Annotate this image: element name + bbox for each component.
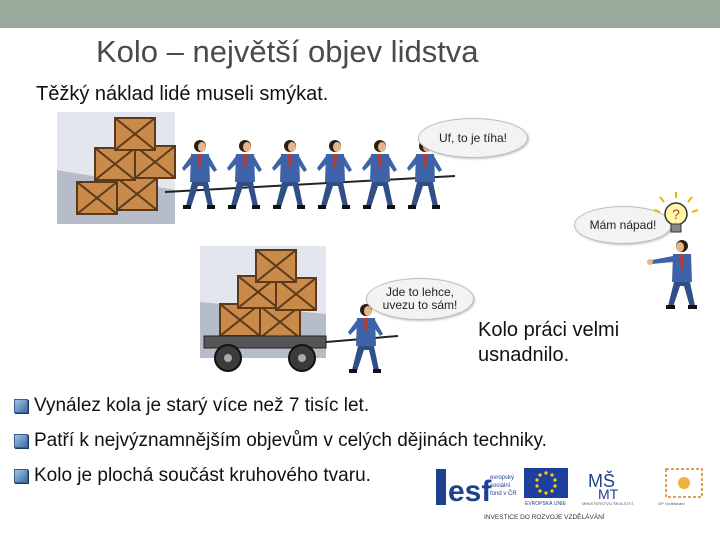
worker-2 bbox=[227, 140, 262, 209]
conclusion-text bbox=[478, 318, 619, 368]
bullet-item bbox=[14, 388, 547, 423]
esf-logo bbox=[436, 469, 517, 508]
bullet-text: Patří k nejvýznamnějším objevům v celých dějinách techniky. bbox=[34, 429, 547, 451]
worker-1 bbox=[182, 140, 217, 209]
svg-text:MŠ: MŠ bbox=[588, 471, 615, 491]
svg-text:fond v ČR: fond v ČR bbox=[490, 491, 517, 497]
dragging-scene bbox=[55, 110, 455, 230]
worker-4 bbox=[317, 140, 352, 209]
idea-figure bbox=[640, 192, 716, 314]
worker-3 bbox=[272, 140, 307, 209]
slide-title: Kolo – největší objev lidstva bbox=[96, 34, 479, 69]
conclusion-line-2: usnadnilo. bbox=[478, 344, 570, 366]
speech-bubble-uf bbox=[418, 118, 528, 158]
svg-text:MINISTERSTVO ŠKOLSTVÍ,: MINISTERSTVO ŠKOLSTVÍ, bbox=[582, 501, 634, 506]
svg-text:sociální: sociální bbox=[490, 483, 511, 489]
eu-flag-logo bbox=[524, 468, 568, 507]
checkbox-bullet-icon bbox=[14, 434, 28, 448]
funding-logos bbox=[436, 465, 712, 523]
worker-5 bbox=[362, 140, 397, 209]
svg-text:MT: MT bbox=[598, 486, 619, 502]
logos-footer-text: INVESTICE DO ROZVOJE VZDĚLÁVÁNÍ bbox=[484, 514, 605, 521]
speech-bubble-lehce bbox=[366, 278, 474, 320]
speech-bubble-lehce-line1: Jde to lehce, bbox=[385, 285, 455, 299]
speech-bubble-lehce-line2: uvezu to sám! bbox=[382, 298, 458, 312]
conclusion-line-1: Kolo práci velmi bbox=[478, 319, 620, 341]
svg-text:evropský: evropský bbox=[490, 475, 515, 481]
svg-text:?: ? bbox=[672, 206, 680, 222]
checkbox-bullet-icon bbox=[14, 469, 28, 483]
speech-bubble-napad-text: Mám nápad! bbox=[589, 217, 657, 232]
svg-text:OP Vzdělávání: OP Vzdělávání bbox=[658, 501, 685, 506]
top-bar bbox=[0, 0, 720, 28]
bullet-item bbox=[14, 423, 547, 458]
svg-text:esf: esf bbox=[448, 475, 492, 508]
bullet-text: Kolo je plochá součást kruhového tvaru. bbox=[34, 464, 371, 486]
speech-bubble-uf-text: Uf, to je tíha! bbox=[438, 130, 508, 145]
msmt-logo bbox=[582, 470, 634, 506]
checkbox-bullet-icon bbox=[14, 399, 28, 413]
lightbulb-icon bbox=[654, 192, 698, 232]
op-logo bbox=[658, 469, 702, 506]
svg-text:EVROPSKÁ UNIE: EVROPSKÁ UNIE bbox=[525, 501, 566, 507]
bullet-text: Vynález kola je starý více než 7 tisíc let. bbox=[34, 394, 370, 416]
slide-subtitle: Těžký náklad lidé museli smýkat. bbox=[36, 83, 329, 105]
